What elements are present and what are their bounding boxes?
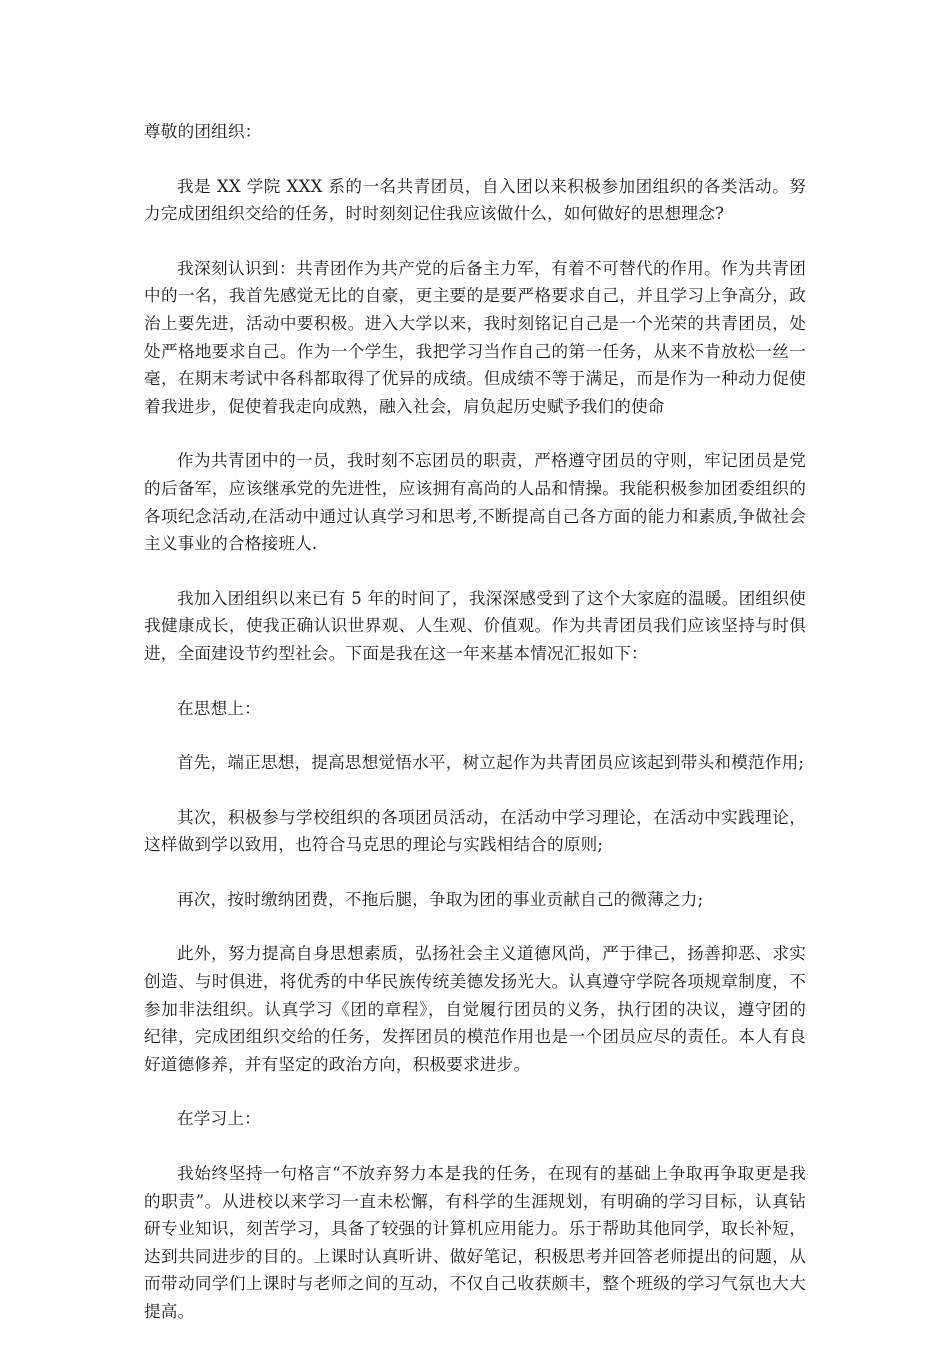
paragraph-intro: 我是 XX 学院 XXX 系的一名共青团员，自入团以来积极参加团组织的各类活动。努力完成团组织交给的任务，时时刻刻记住我应该做什么，如何做好的思想理念? — [144, 176, 806, 224]
salutation: 尊敬的团组织： — [144, 122, 262, 141]
paragraph-duty: 作为共青团中的一员，我时刻不忘团员的职责，严格遵守团员的守则，牢记团员是党的后备军，应该继承党的先进性，应该拥有高尚的人品和情操。我能积极参加团委组织的各项纪念活动,在活动中通过认真学习和思考,不断提高自己各方面的能力和素质,争做社会主义事业的合格接班人. — [144, 451, 806, 554]
paragraph-understanding: 我深刻认识到：共青团作为共产党的后备主力军，有着不可替代的作用。作为共青团中的一名，我首先感觉无比的自豪，更主要的是要严格要求自己，并且学习上争高分，政治上要先进，活动中要积极。进入大学以来，我时刻铭记自己是一个光荣的共青团员，处处严格地要求自己。作为一个学生，我把学习当作自己的第一任务，从来不肯放松一丝一毫，在期末考试中各科都取得了优异的成绩。但成绩不等于满足，而是作为一种动力促使着我进步，促使着我走向成熟，融入社会，肩负起历史赋予我们的使命 — [144, 258, 806, 416]
paragraph-report-intro: 我加入团组织以来已有 5 年的时间了，我深深感受到了这个大家庭的温暖。团组织使我健康成长，使我正确认识世界观、人生观、价值观。作为共青团员我们应该坚持与时俱进，全面建设节约型社会。下面是我在这一年来基本情况汇报如下： — [144, 588, 806, 663]
paragraph-moreover: 此外，努力提高自身思想素质，弘扬社会主义道德风尚，严于律己，扬善抑恶、求实创造、与时俱进，将优秀的中华民族传统美德发扬光大。认真遵守学院各项规章制度，不参加非法组织。认真学习《团的章程》，自觉履行团员的义务，执行团的决议，遵守团的纪律，完成团组织交给的任务，发挥团员的模范作用也是一个团员应尽的责任。本人有良好道德修养，并有坚定的政治方向，积极要求进步。 — [144, 944, 806, 1074]
section-heading-study: 在学习上： — [177, 1109, 261, 1129]
paragraph-first: 首先，端正思想，提高思想觉悟水平，树立起作为共青团员应该起到带头和模范作用; — [177, 753, 805, 773]
paragraph-study: 我始终坚持一句格言“不放弃努力本是我的任务，在现有的基础上争取再争取更是我的职责”。从进校以来学习一直未松懈，有科学的生涯规划，有明确的学习目标，认真钻研专业知识，刻苦学习，具备了较强的计算机应用能力。乐于帮助其他同学，取长补短，达到共同进步的目的。上课时认真听讲、做好笔记，积极思考并回答老师提出的问题，从而带动同学们上课时与老师之间的互动，不仅自己收获颇丰，整个班级的学习气氛也大大提高。 — [144, 1164, 806, 1321]
paragraph-second: 其次，积极参与学校组织的各项团员活动，在活动中学习理论，在活动中实践理论，这样做到学以致用，也符合马克思的理论与实践相结合的原则; — [144, 807, 806, 855]
section-heading-thought: 在思想上： — [177, 698, 261, 718]
document-body — [144, 118, 806, 1353]
paragraph-third: 再次，按时缴纳团费，不拖后腿，争取为团的事业贡献自己的微薄之力; — [177, 889, 704, 909]
